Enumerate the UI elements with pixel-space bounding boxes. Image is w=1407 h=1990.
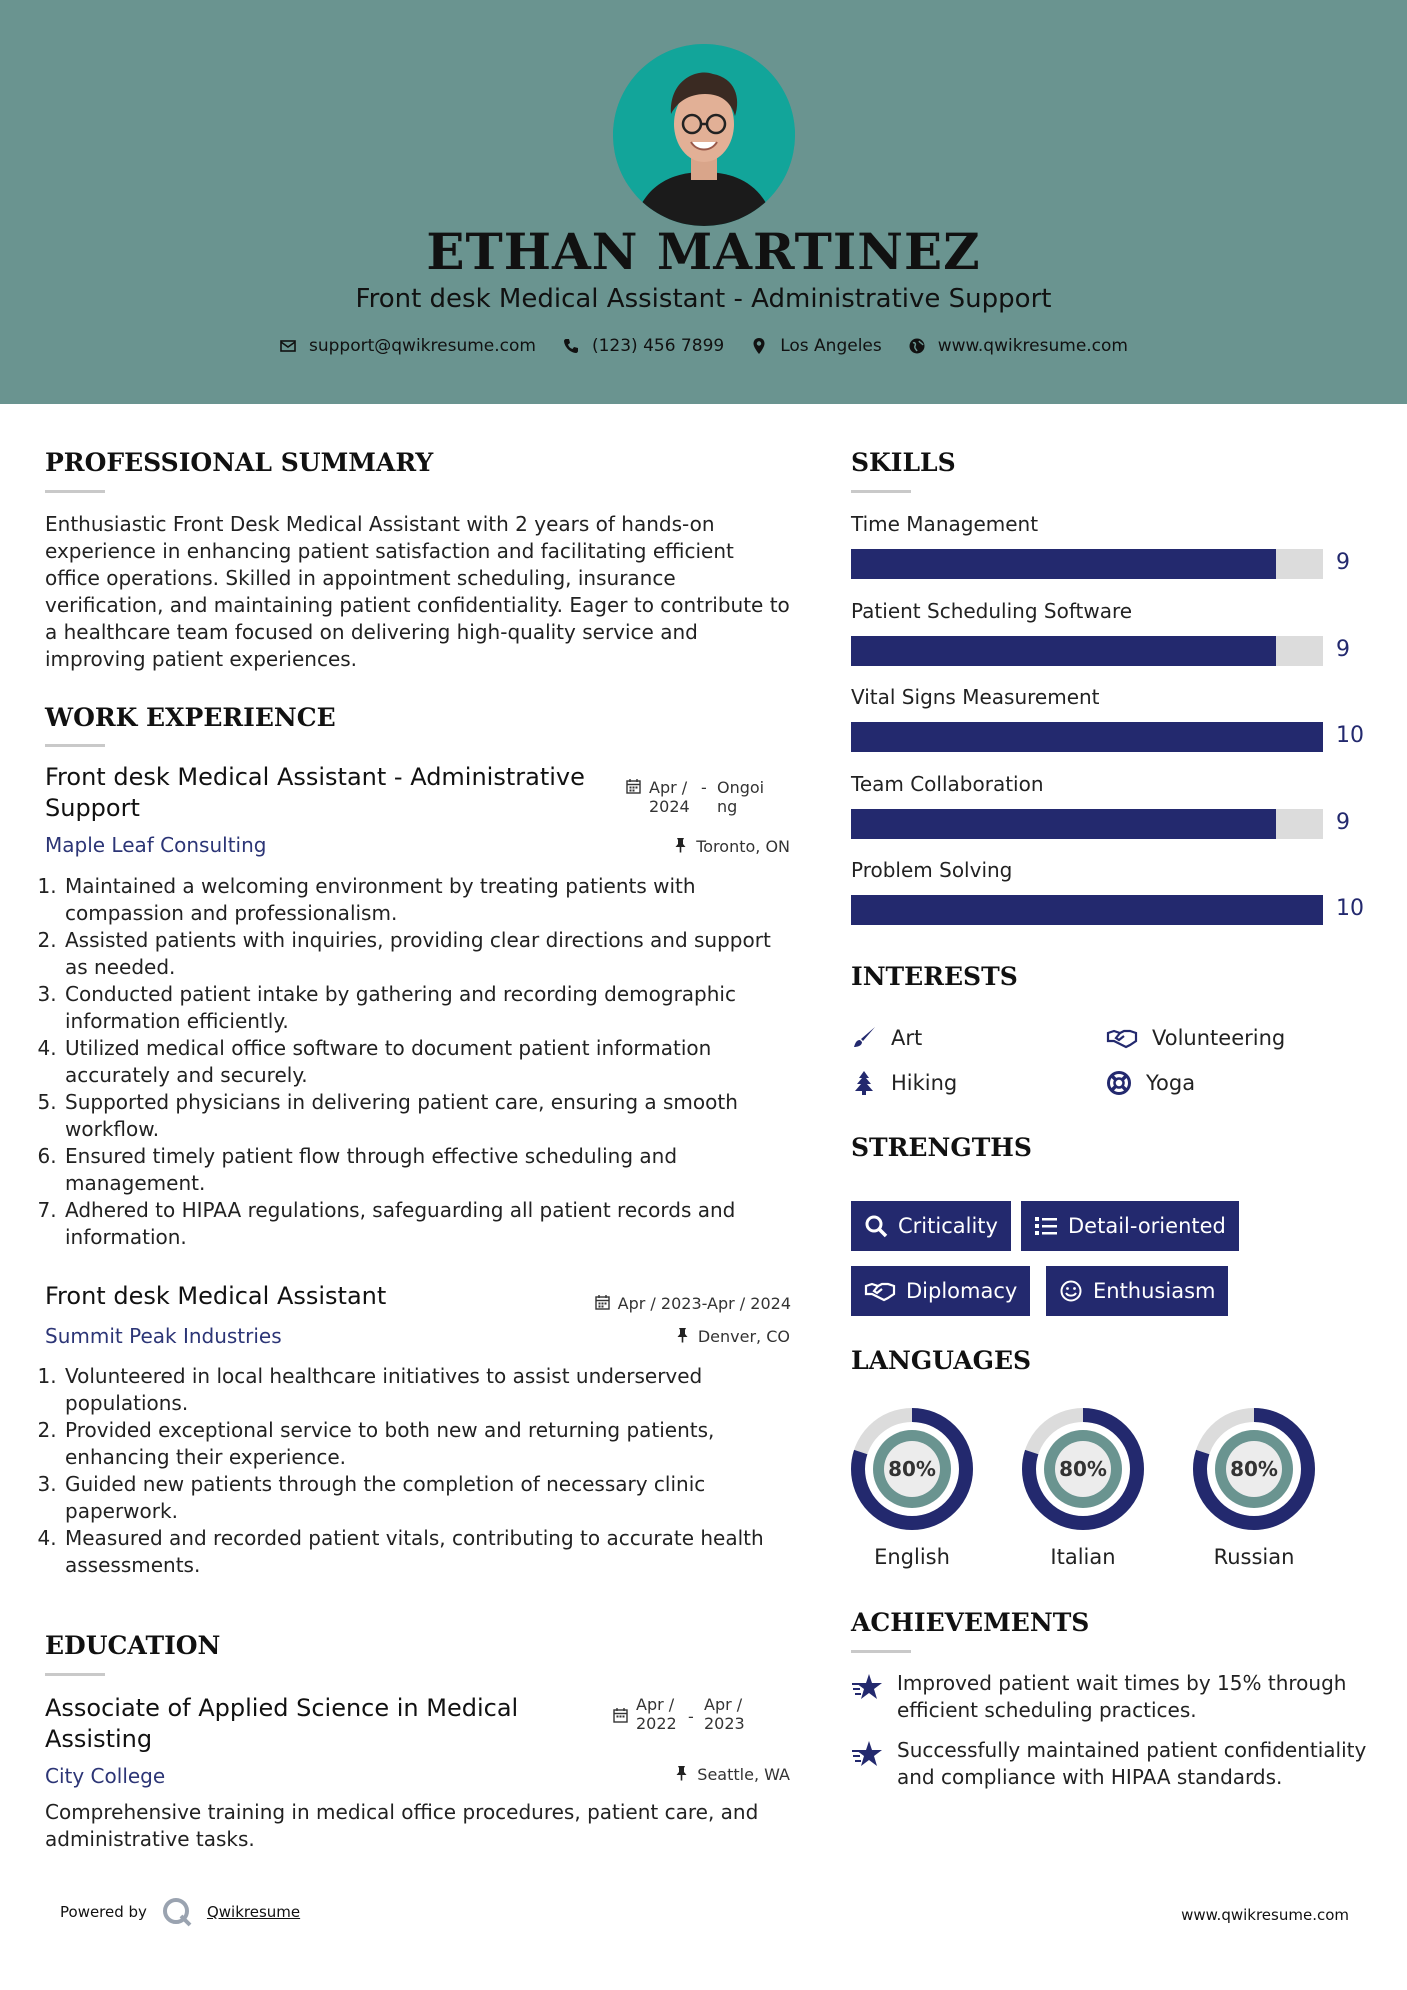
- candidate-title: Front desk Medical Assistant - Administrative Support: [355, 284, 1052, 314]
- strength-label: Criticality: [898, 1214, 998, 1238]
- job-end-date: Ongoing: [717, 778, 765, 816]
- language-name: Italian: [1050, 1545, 1116, 1569]
- skill-score: 10: [1336, 723, 1364, 748]
- skill-name: Patient Scheduling Software: [851, 598, 1133, 623]
- location-text: Los Angeles: [780, 336, 882, 356]
- date-separator: -: [701, 778, 707, 797]
- contact-phone[interactable]: [562, 336, 724, 356]
- summary-text: Enthusiastic Front Desk Medical Assistant with 2 years of hands-on experience in enhancing patient satisfaction and facilitating efficient office operations. Skilled in appointment scheduling, insurance verification, and maintaining patient confidentiality. Eager to contribute to a healthcare team focused on delivering high-quality service and improving patient experiences.: [45, 512, 790, 671]
- interest-label: Hiking: [891, 1071, 958, 1095]
- skill-bar: [851, 809, 1323, 839]
- skill-name: Time Management: [851, 512, 1039, 536]
- skill-score: 10: [1336, 896, 1364, 921]
- language-ring: [1021, 1407, 1145, 1531]
- smile-icon: [1059, 1279, 1083, 1303]
- strength-chip: [851, 1201, 1011, 1251]
- list-item: 7. Adhered to HIPAA regulations, safeguarding all patient records and information.: [63, 1197, 795, 1251]
- globe-icon: [908, 337, 926, 355]
- job-dates: [595, 1294, 791, 1313]
- map-pin-icon: [750, 337, 768, 355]
- language-item: [850, 1407, 974, 1569]
- achievement-item: [851, 1737, 1371, 1791]
- skills-heading: SKILLS: [851, 448, 956, 477]
- phone-icon: [562, 337, 580, 355]
- job-start-date: Apr / 2024: [649, 778, 690, 816]
- list-item: 2. Provided exceptional service to both new and returning patients, enhancing their experience.: [63, 1417, 795, 1471]
- list-item: 2. Assisted patients with inquiries, providing clear directions and support as needed.: [63, 927, 795, 981]
- strengths-heading: STRENGTHS: [851, 1133, 1032, 1162]
- website-text: www.qwikresume.com: [937, 336, 1128, 356]
- calendar-icon: [626, 778, 641, 794]
- strength-label: Enthusiasm: [1093, 1279, 1216, 1303]
- language-name: English: [874, 1545, 950, 1569]
- language-percent: 80%: [1230, 1457, 1278, 1481]
- resume-header: [0, 0, 1407, 404]
- list-item: 6. Ensured timely patient flow through effective scheduling and management.: [63, 1143, 795, 1197]
- language-percent: 80%: [888, 1457, 936, 1481]
- list-item: 4. Utilized medical office software to document patient information accurately and securely.: [63, 1035, 795, 1089]
- language-item: [1192, 1407, 1316, 1569]
- skill-bar: [851, 895, 1323, 925]
- language-item: [1021, 1407, 1145, 1569]
- strength-chip: [851, 1266, 1030, 1316]
- calendar-icon: [595, 1294, 610, 1310]
- footer-branding: [60, 1896, 300, 1928]
- list-item: 5. Supported physicians in delivering patient care, ensuring a smooth workflow.: [63, 1089, 795, 1143]
- list-item: 1. Maintained a welcoming environment by treating patients with compassion and professionalism.: [63, 873, 795, 927]
- handshake-icon: [1106, 1025, 1138, 1051]
- interests-heading: INTERESTS: [851, 962, 1018, 991]
- brand-link[interactable]: Qwikresume: [206, 1903, 301, 1921]
- skills-divider: [851, 490, 911, 493]
- job-title: Front desk Medical Assistant - Administrative Support: [45, 763, 585, 822]
- footer-website[interactable]: www.qwikresume.com: [1181, 1906, 1349, 1924]
- powered-by-label: Powered by: [60, 1903, 147, 1921]
- lifering-icon: [1106, 1070, 1132, 1096]
- achievements-heading: ACHIEVEMENTS: [851, 1608, 1090, 1637]
- contact-bar: [0, 336, 1407, 356]
- job-responsibilities: [35, 1363, 795, 1579]
- skill-bar-fill: [851, 809, 1276, 839]
- contact-website[interactable]: [908, 336, 1128, 356]
- strength-label: Diplomacy: [906, 1279, 1018, 1303]
- handshake-icon: [864, 1279, 896, 1303]
- interest-item: [1106, 1070, 1195, 1096]
- company-name[interactable]: Maple Leaf Consulting: [45, 833, 267, 857]
- phone-text: (123) 456 7899: [591, 336, 725, 356]
- skill-bar-fill: [851, 636, 1276, 666]
- education-end-date: Apr / 2023: [704, 1695, 745, 1733]
- list-item: 1. Volunteered in local healthcare initiatives to assist underserved populations.: [63, 1363, 795, 1417]
- skill-bar: [851, 636, 1323, 666]
- contact-email[interactable]: [279, 336, 536, 356]
- education-heading: EDUCATION: [45, 1631, 221, 1660]
- skill-score: 9: [1336, 809, 1350, 835]
- interest-item: [851, 1070, 957, 1096]
- achievement-text: Successfully maintained patient confidentiality and compliance with HIPAA standards.: [897, 1738, 1367, 1789]
- profile-photo: [613, 44, 795, 226]
- summary-divider: [45, 490, 105, 493]
- tree-icon: [851, 1070, 877, 1096]
- paintbrush-icon: [851, 1025, 877, 1051]
- interest-label: Art: [891, 1026, 923, 1050]
- skill-bar: [851, 549, 1323, 579]
- job-location-text: Toronto, ON: [696, 837, 790, 856]
- degree-title: Associate of Applied Science in Medical Assisting: [45, 1694, 519, 1753]
- star-icon: [851, 1739, 885, 1769]
- job-title: Front desk Medical Assistant: [45, 1282, 387, 1310]
- star-icon: [851, 1672, 885, 1702]
- achievement-text: Improved patient wait times by 15% through efficient scheduling practices.: [897, 1671, 1347, 1722]
- skill-bar-fill: [851, 722, 1323, 752]
- interest-item: [1106, 1025, 1285, 1051]
- education-divider: [45, 1673, 105, 1676]
- date-separator: -: [688, 1707, 694, 1726]
- experience-divider: [45, 744, 105, 747]
- skill-score: 9: [1336, 550, 1350, 575]
- education-dates: [613, 1695, 748, 1733]
- language-name: Russian: [1213, 1545, 1295, 1569]
- education-description: Comprehensive training in medical office procedures, patient care, and administrative tasks.: [45, 1800, 759, 1851]
- list-item: 3. Guided new patients through the completion of necessary clinic paperwork.: [63, 1471, 795, 1525]
- language-ring: [850, 1407, 974, 1531]
- language-ring: [1192, 1407, 1316, 1531]
- skill-bar-fill: [851, 549, 1276, 579]
- email-text: support@qwikresume.com: [309, 336, 536, 356]
- achievements-divider: [851, 1650, 911, 1653]
- skill-bar-fill: [851, 895, 1323, 925]
- skill-name: Team Collaboration: [851, 771, 1044, 796]
- interest-label: Yoga: [1146, 1071, 1196, 1095]
- list-item: 4. Measured and recorded patient vitals, contributing to accurate health assessments.: [63, 1525, 795, 1579]
- education-start-date: Apr / 2022: [636, 1695, 677, 1733]
- contact-location: [750, 336, 882, 356]
- candidate-name: ETHAN MARTINEZ: [426, 222, 981, 281]
- strength-label: Detail-oriented: [1068, 1214, 1226, 1238]
- job-responsibilities: [35, 873, 795, 1251]
- achievement-item: [851, 1670, 1371, 1724]
- calendar-icon: [613, 1707, 628, 1723]
- job-dates: [626, 778, 767, 816]
- company-name[interactable]: Summit Peak Industries: [45, 1324, 282, 1348]
- summary-heading: PROFESSIONAL SUMMARY: [45, 448, 434, 477]
- skill-bar: [851, 722, 1323, 752]
- education-location: [674, 1765, 790, 1784]
- search-icon: [864, 1214, 888, 1238]
- skill-name: Vital Signs Measurement: [851, 685, 1100, 709]
- experience-heading: WORK EXPERIENCE: [45, 703, 336, 732]
- qwikresume-logo-icon: [161, 1896, 193, 1928]
- interest-item: [851, 1025, 922, 1051]
- job-date-range: Apr / 2023-Apr / 2024: [617, 1294, 791, 1313]
- job-location: [675, 1327, 790, 1346]
- job-location-text: Denver, CO: [697, 1327, 790, 1346]
- interest-label: Volunteering: [1152, 1026, 1286, 1050]
- school-name[interactable]: City College: [45, 1764, 166, 1788]
- skill-name: Problem Solving: [851, 858, 1013, 882]
- skill-score: 9: [1336, 636, 1350, 662]
- pushpin-icon: [673, 837, 688, 853]
- list-icon: [1034, 1214, 1058, 1238]
- list-item: 3. Conducted patient intake by gathering and recording demographic information efficiently.: [63, 981, 795, 1035]
- strength-chip: [1046, 1266, 1228, 1316]
- education-location-text: Seattle, WA: [697, 1765, 790, 1784]
- pushpin-icon: [675, 1327, 690, 1343]
- strength-chip: [1021, 1201, 1239, 1251]
- languages-heading: LANGUAGES: [851, 1346, 1032, 1375]
- job-location: [673, 837, 790, 856]
- pushpin-icon: [674, 1765, 689, 1781]
- envelope-icon: [279, 337, 297, 355]
- language-percent: 80%: [1059, 1457, 1107, 1481]
